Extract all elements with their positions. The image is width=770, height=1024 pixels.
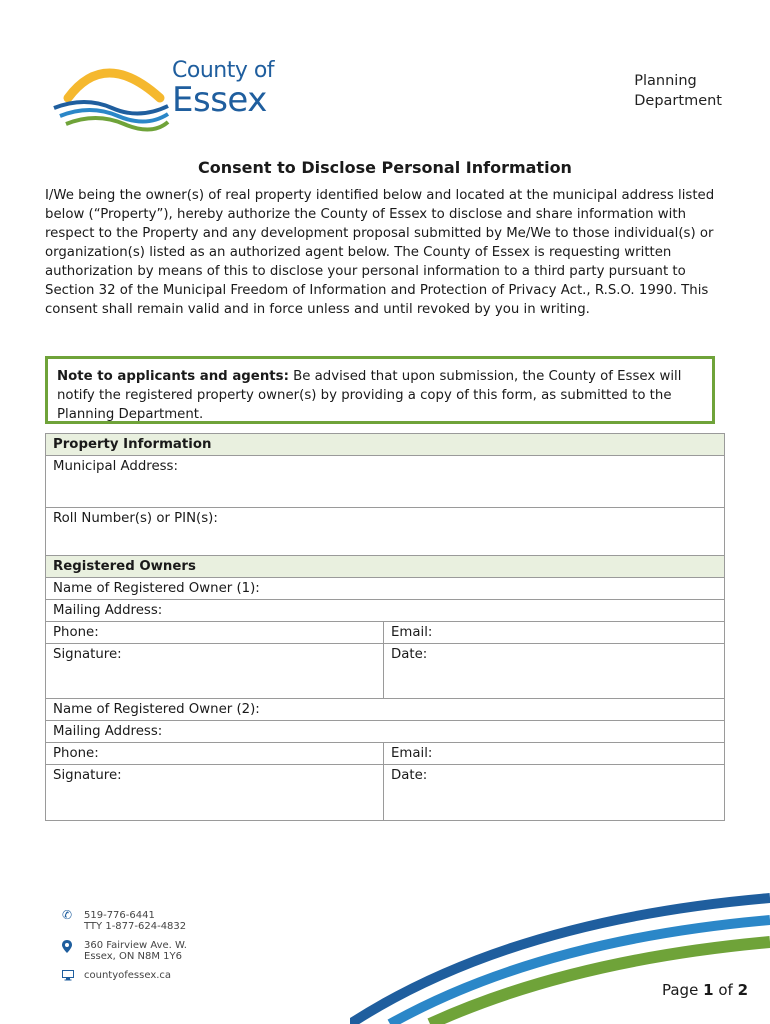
- municipal-address-field[interactable]: Municipal Address:: [46, 456, 725, 508]
- department-line-1: Planning: [634, 73, 697, 89]
- footer-phone: [62, 910, 187, 932]
- note-box: [45, 356, 715, 424]
- page-title: Consent to Disclose Personal Information: [198, 158, 572, 177]
- page-of: of: [718, 981, 733, 999]
- owner1-signature-field[interactable]: Signature:: [46, 644, 384, 699]
- owner1-email-field[interactable]: Email:: [384, 622, 725, 644]
- footer-wave-graphic: [350, 880, 770, 1024]
- footer-tty-number[interactable]: TTY 1-877-624-4832: [84, 921, 187, 932]
- logo-text-county-of: County of: [172, 58, 275, 83]
- consent-form-table: [45, 433, 725, 821]
- owner1-name-field[interactable]: Name of Registered Owner (1):: [46, 578, 725, 600]
- roll-number-field[interactable]: Roll Number(s) or PIN(s):: [46, 508, 725, 556]
- logo-wave-graphic: [50, 58, 175, 133]
- footer-phone-number[interactable]: 519-776-6441: [84, 910, 155, 921]
- footer-address-line-1: 360 Fairview Ave. W.: [84, 940, 187, 951]
- page-current: 1: [703, 981, 714, 999]
- footer-website-link[interactable]: countyofessex.ca: [84, 970, 172, 981]
- owner2-mailing-address-field[interactable]: Mailing Address:: [46, 721, 725, 743]
- footer-website: [62, 970, 187, 983]
- department-line-2: Department: [634, 93, 722, 109]
- department-label: [634, 71, 722, 111]
- owner2-phone-field[interactable]: Phone:: [46, 743, 384, 765]
- registered-owners-header: Registered Owners: [46, 556, 725, 578]
- owner1-phone-field[interactable]: Phone:: [46, 622, 384, 644]
- property-information-header: Property Information: [46, 434, 725, 456]
- logo-text-essex: Essex: [172, 80, 267, 120]
- owner1-mailing-address-field[interactable]: Mailing Address:: [46, 600, 725, 622]
- note-label: Note to applicants and agents:: [57, 369, 289, 384]
- location-pin-icon: [62, 940, 76, 955]
- footer-address: [62, 940, 187, 962]
- footer-address-line-2: Essex, ON N8M 1Y6: [84, 951, 183, 962]
- note-text: Be advised that upon submission, the County of Essex will notify the registered property owner(s) by providing a copy of this form, as submitted to the Planning Department.: [57, 369, 682, 422]
- owner2-email-field[interactable]: Email:: [384, 743, 725, 765]
- owner2-name-field[interactable]: Name of Registered Owner (2):: [46, 699, 725, 721]
- computer-icon: [62, 970, 76, 983]
- page-label: Page: [661, 981, 699, 999]
- owner2-signature-field[interactable]: Signature:: [46, 765, 384, 821]
- footer-contact: [62, 910, 187, 991]
- intro-paragraph: I/We being the owner(s) of real property identified below and located at the municipal address listed below (“Property”), hereby authorize the County of Essex to disclose and share information with respect to the Property and any development proposal submitted by Me/We to those individual(s) or organization(s) listed as an authorized agent below. The County of Essex is requesting written authorization by means of this to disclose your personal information to a third party pursuant to Section 32 of the Municipal Freedom of Information and Protection of Privacy Act., R.S.O. 1990. This consent shall remain valid and in force unless and until revoked by you in writing.: [45, 188, 715, 317]
- county-logo: [50, 58, 280, 133]
- page-total: 2: [737, 981, 748, 999]
- page-number: [662, 981, 748, 999]
- owner1-date-field[interactable]: Date:: [384, 644, 725, 699]
- phone-icon: ✆: [62, 908, 73, 922]
- owner2-date-field[interactable]: Date:: [384, 765, 725, 821]
